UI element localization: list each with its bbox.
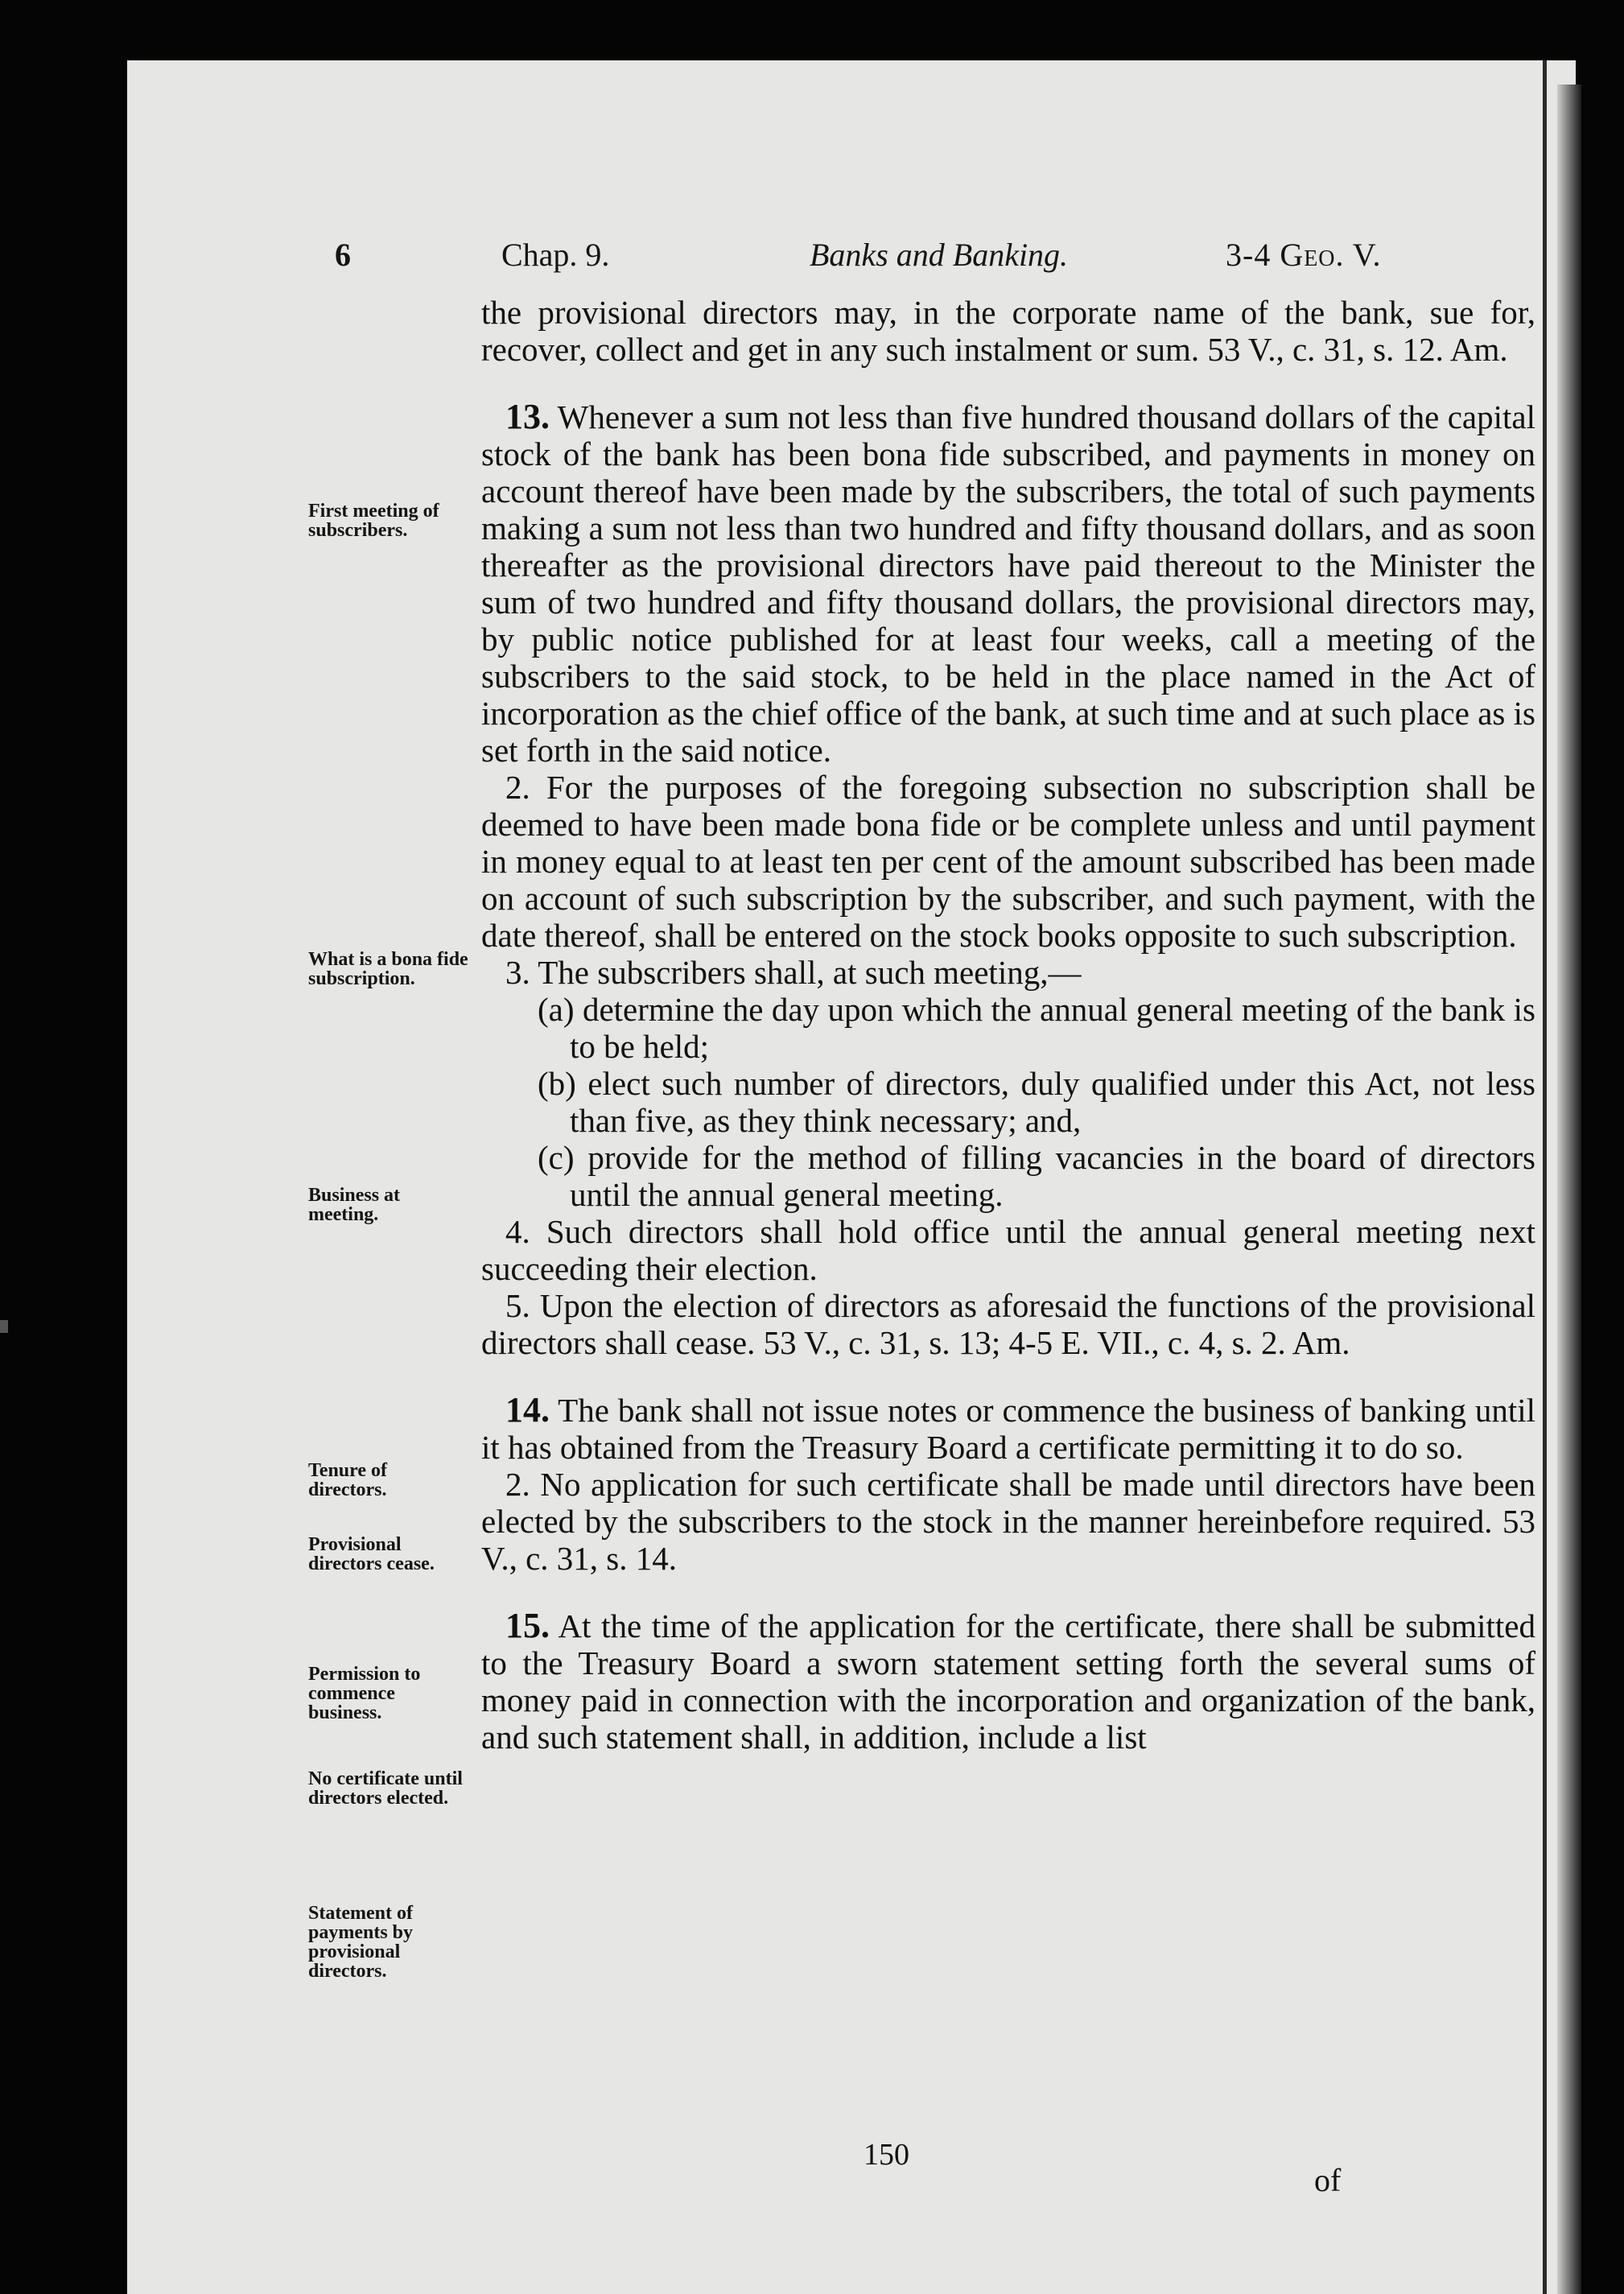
section-14-text: The bank shall not issue notes or commence the business of banking until it has obtained from the Treasury Board a certificate permitting it to do so. [481, 1392, 1536, 1466]
section-15 [481, 1607, 1535, 1756]
margin-note-business: Business at meeting. [308, 1185, 401, 1225]
margin-note-first-meeting: First meeting of subscribers. [308, 501, 439, 541]
section-13-number: 13. [505, 397, 550, 436]
section-14-number: 14. [505, 1390, 550, 1430]
section-13 [481, 398, 1535, 769]
section-13-sub-5: 5. Upon the election of directors as aforesaid the functions of the provisional directors shall cease. 53 V., c. 31, s. 13; 4-5 E. VII., c. 4, s. 2. Am. [481, 1287, 1535, 1361]
footer-catchword: of [1314, 2162, 1342, 2198]
binding-mark [0, 1320, 8, 1333]
margin-note-statement: Statement of payments by provisional directors. [308, 1903, 414, 1982]
header-chapter: Chap. 9. [501, 237, 610, 273]
margin-note-no-certificate: No certificate until directors elected. [308, 1768, 463, 1809]
margin-note-provisional-cease: Provisional directors cease. [308, 1534, 435, 1574]
section-13-sub-3b: (b) elect such number of directors, duly qualified under this Act, not less than five, as they think necessary; and, [538, 1065, 1535, 1139]
margin-note-bona-fide: What is a bona fide subscription. [308, 949, 468, 989]
section-13-sub-4: 4. Such directors shall hold office until the annual general meeting next succeeding their election. [481, 1213, 1535, 1287]
page-spine-edge [1543, 60, 1547, 2294]
paragraph-intro: the provisional directors may, in the corporate name of the bank, sue for, recover, collect and get in any such instalment or sum. 53 V., c. 31, s. 12. Am. [481, 294, 1535, 368]
section-13-sub-3: 3. The subscribers shall, at such meeting,— [505, 954, 1082, 991]
header-reign: 3-4 Geo. V. [1226, 237, 1382, 273]
section-13-sub-3c: (c) provide for the method of filling vacancies in the board of directors until the annual general meeting. [538, 1139, 1535, 1213]
running-header [127, 236, 1576, 284]
footer-page-number: 150 [864, 2138, 909, 2172]
section-13-text: Whenever a sum not less than five hundred thousand dollars of the capital stock of the bank has been bona fide subscribed, and payments in money on account thereof have been made by the subscribers, the total of such payments making a sum not less than two hundred and fifty thousand dollars, and as soon thereafter as the provisional directors have paid thereout to the Minister the sum of two hundred and fifty thousand dollars, the provisional directors may, by public notice published for at least four weeks, call a meeting of the subscribers to the said stock, to be held in the place named in the Act of incorporation as the chief office of the bank, at such time and at such place as is set forth in the said notice. [481, 398, 1535, 769]
section-15-text: At the time of the application for the certificate, there shall be submitted to the Treasury Board a sworn statement setting forth the several sums of money paid in connection with the incorporation and organization of the bank, and such statement shall, in addition, include a list [481, 1607, 1535, 1756]
margin-note-permission: Permission to commence business. [308, 1664, 421, 1723]
document-page [127, 60, 1576, 2294]
section-13-sub-2: 2. For the purposes of the foregoing subsection no subscription shall be deemed to have been made bona fide or be complete unless and until payment in money equal to at least ten per cent of the amount subscribed has been made on account of such subscription by the subscriber, and such payment, with the date thereof, shall be entered on the stock books opposite to such subscription. [481, 769, 1535, 954]
margin-note-tenure: Tenure of directors. [308, 1460, 388, 1500]
header-page-number: 6 [335, 237, 351, 273]
page-edge-shadow [1557, 85, 1581, 2294]
section-14 [481, 1392, 1535, 1466]
header-title: Banks and Banking. [810, 237, 1069, 273]
body-text [481, 294, 1535, 1756]
section-13-sub-3a: (a) determine the day upon which the annual general meeting of the bank is to be held; [538, 991, 1535, 1065]
section-14-sub-2: 2. No application for such certificate shall be made until directors have been elected by the subscribers to the stock in the manner hereinbefore required. 53 V., c. 31, s. 14. [481, 1466, 1535, 1577]
section-15-number: 15. [505, 1606, 550, 1645]
